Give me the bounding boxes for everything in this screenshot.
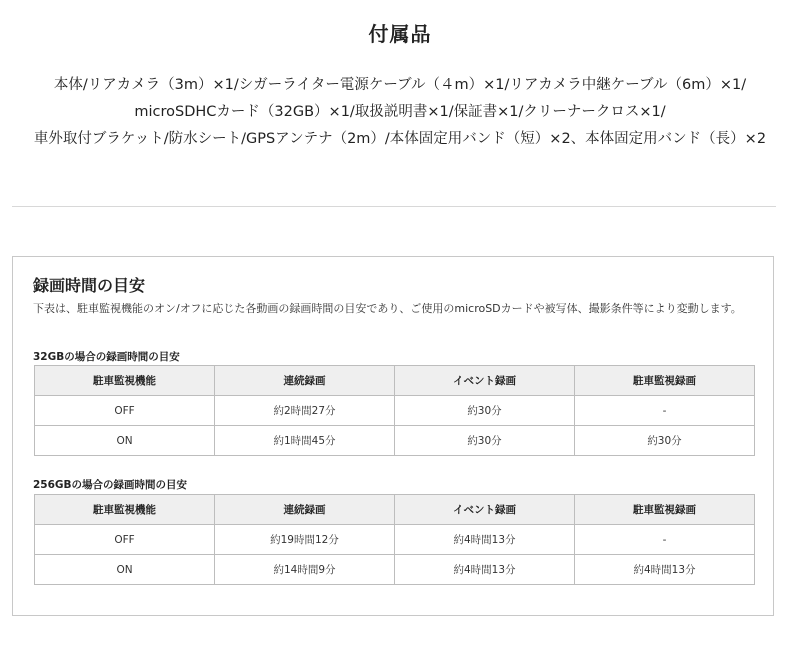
table-cell: - (575, 525, 755, 555)
table-caption-32gb: 32GBの場合の録画時間の目安 (33, 351, 180, 363)
table-caption-256gb: 256GBの場合の録画時間の目安 (33, 479, 188, 491)
table-cell: 約30分 (395, 426, 575, 456)
table-cell: ON (35, 555, 215, 585)
recording-table-32gb (34, 365, 755, 456)
header-parking-monitor: 駐車監視機能 (35, 366, 215, 396)
section-divider (12, 206, 776, 207)
header-parking-recording: 駐車監視録画 (575, 495, 755, 525)
table-cell: OFF (35, 525, 215, 555)
table-cell: 約19時間12分 (215, 525, 395, 555)
table-cell: 約30分 (395, 396, 575, 426)
page-title: 付属品 (368, 22, 432, 46)
header-event: イベント録画 (395, 495, 575, 525)
recording-time-box (12, 256, 774, 616)
table-cell: 約2時間27分 (215, 396, 395, 426)
accessories-list (0, 72, 800, 153)
recording-time-title: 録画時間の目安 (33, 276, 146, 295)
recording-time-description: 下表は、駐車監視機能のオン/オフに応じた各動画の録画時間の目安であり、ご使用のmicroSDカードや被写体、撮影条件等により変動します。 (33, 302, 742, 315)
table-cell: ON (35, 426, 215, 456)
header-parking-monitor: 駐車監視機能 (35, 495, 215, 525)
table-cell: OFF (35, 396, 215, 426)
header-parking-recording: 駐車監視録画 (575, 366, 755, 396)
accessories-line: microSDHCカード（32GB）×1/取扱説明書×1/保証書×1/クリーナークロス×1/ (134, 104, 666, 120)
table-row (35, 396, 755, 426)
header-continuous: 連続録画 (215, 495, 395, 525)
table-cell: 約4時間13分 (395, 525, 575, 555)
table-cell: 約14時間9分 (215, 555, 395, 585)
table-cell: 約4時間13分 (575, 555, 755, 585)
header-continuous: 連続録画 (215, 366, 395, 396)
recording-table-256gb (34, 494, 755, 585)
header-event: イベント録画 (395, 366, 575, 396)
table-header-row (35, 366, 755, 396)
table-cell: 約30分 (575, 426, 755, 456)
table-header-row (35, 495, 755, 525)
table-row (35, 426, 755, 456)
accessories-line: 本体/リアカメラ（3m）×1/シガーライター電源ケーブル（４m）×1/リアカメラ中継ケーブル（6m）×1/ (53, 77, 747, 93)
table-row (35, 525, 755, 555)
table-cell: 約1時間45分 (215, 426, 395, 456)
table-cell: 約4時間13分 (395, 555, 575, 585)
table-cell: - (575, 396, 755, 426)
table-row (35, 555, 755, 585)
accessories-line: 車外取付ブラケット/防水シート/GPSアンテナ（2m）/本体固定用バンド（短）×2、本体固定用バンド（長）×2 (33, 131, 767, 147)
